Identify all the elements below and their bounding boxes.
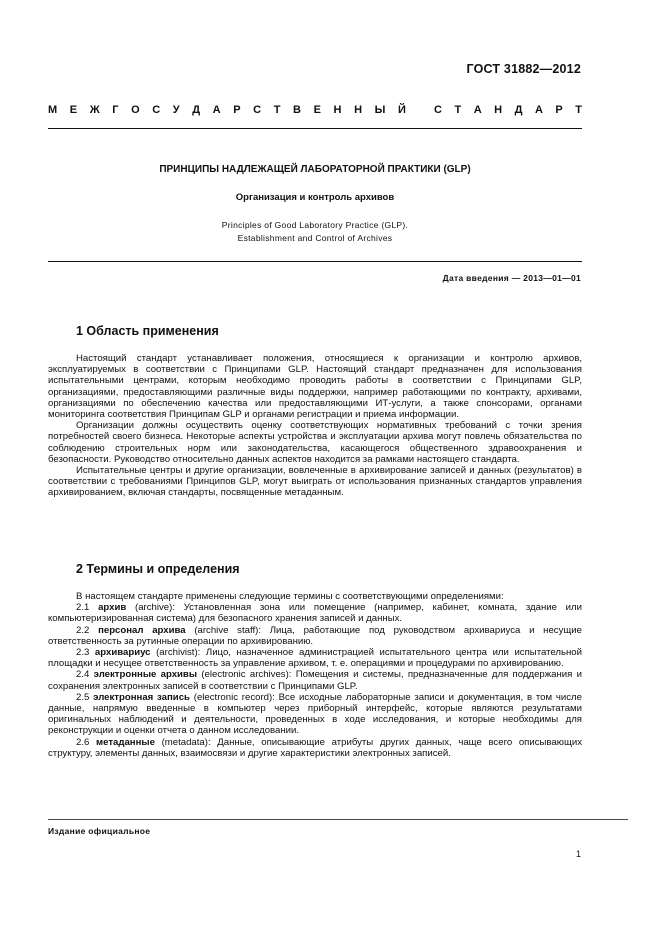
english-title — [48, 219, 582, 245]
section-1-heading: 1 Область применения — [76, 324, 219, 338]
paragraph: В настоящем стандарте применены следующие термины с соответствующими определениями: — [76, 591, 504, 602]
term: архивариус — [94, 647, 151, 659]
banner-word-standard: С Т А Н Д А Р Т — [434, 104, 582, 116]
term-definition: 2.1 архив (archive): Установленная зона или помещение (например, кабинет, комната, здание или компьютеризированная система) для безопасного хранения записей и данных. — [48, 602, 582, 625]
section-2-body — [48, 591, 582, 759]
standard-code: ГОСТ 31882—2012 — [466, 62, 581, 76]
term-definition: 2.4 электронные архивы (electronic archives): Помещения и системы, предназначенные для поддержания и сохранения электронных записей в соответствии с Принципами GLP. — [48, 669, 582, 692]
section-1-body — [48, 353, 582, 499]
document-subtitle: Организация и контроль архивов — [235, 192, 395, 203]
paragraph: Настоящий стандарт устанавливает положения, относящиеся к организации и контролю архивов, эксплуатируемых в соответствии с Принципами GLP. Настоящий стандарт предназначен для использования испытательными центрами, которым необходимо проводить работы в соответствии с Принципами GLP, организациями, предоставляющими различные виды поддержки, например работающими по контракту, архивами, организациями по обеспечению качества или предоставляющими ИТ-услуги, а также спонсорами, органами мониторинга соответствия Принципам GLP и органами регистрации и приема информации. — [48, 353, 582, 421]
document-title: ПРИНЦИПЫ НАДЛЕЖАЩЕЙ ЛАБОРАТОРНОЙ ПРАКТИКИ (GLP) — [159, 164, 471, 175]
term: метаданные — [96, 736, 155, 748]
section-2-heading: 2 Термины и определения — [76, 562, 240, 576]
paragraph: Испытательные центры и другие организации, вовлеченные в архивирование записей и данных (результатов) в соответствии с требованиями Принципов GLP, могут выиграть от использования признанных стандартов управления архивированием, включая стандарты, посвященные метаданным. — [48, 465, 582, 499]
title-divider — [48, 261, 582, 262]
term: персонал архива — [98, 624, 186, 636]
interstate-standard-banner — [48, 104, 582, 116]
footer-divider — [48, 819, 628, 820]
term: архив — [98, 602, 127, 614]
term-definition: 2.5 электронная запись (electronic record): Все исходные лабораторные записи и документация, в том числе данные, напрямую введенные в компьютер через приборный интерфейс, которые являются результатами оригинальных наблюдений и деятельности, проведенных в ходе исследования, и которые необходимы для реконструкции и оценки отчета о данном исследовании. — [48, 691, 582, 737]
term-definition: 2.2 персонал архива (archive staff): Лица, работающие под руководством архивариуса и несущие ответственность за рутинные операции по архивированию. — [48, 624, 582, 647]
banner-word-interstate: М Е Ж Г О С У Д А Р С Т В Е Н Н Ы Й — [48, 104, 406, 116]
term-definition: 2.3 архивариус (archivist): Лицо, назначенное администрацией испытательного центра или испытательной площадки и несущее ответственность за управление архивом, т. е. операциями и процедурами по архивированию. — [48, 647, 583, 670]
english-title-line1: Principles of Good Laboratory Practice (GLP). — [221, 220, 409, 230]
introduction-date: Дата введения — 2013—01—01 — [442, 273, 581, 283]
term: электронная запись — [93, 691, 190, 703]
paragraph: Организации должны осуществить оценку соответствующих нормативных требований с точки зрения потребностей своего бизнеса. Некоторые аспекты устройства и эксплуатации архива могут повлечь обязательства по соблюдению строительных норм или законодательства, касающегося общественного здравоохранения и безопасности. Руководство относительно данных аспектов находится за рамками настоящего стандарта. — [48, 420, 582, 465]
term: электронные архивы — [93, 669, 198, 681]
official-edition-label: Издание официальное — [48, 826, 151, 836]
page-number: 1 — [575, 849, 581, 859]
term-definition: 2.6 метаданные (metadata): Данные, описывающие атрибуты других данных, чаще всего описывающих структуру, элементы данных, взаимосвязи и другие характеристики электронных записей. — [48, 736, 582, 759]
english-title-line2: Establishment and Control of Archives — [237, 233, 393, 243]
header-divider — [48, 128, 582, 129]
